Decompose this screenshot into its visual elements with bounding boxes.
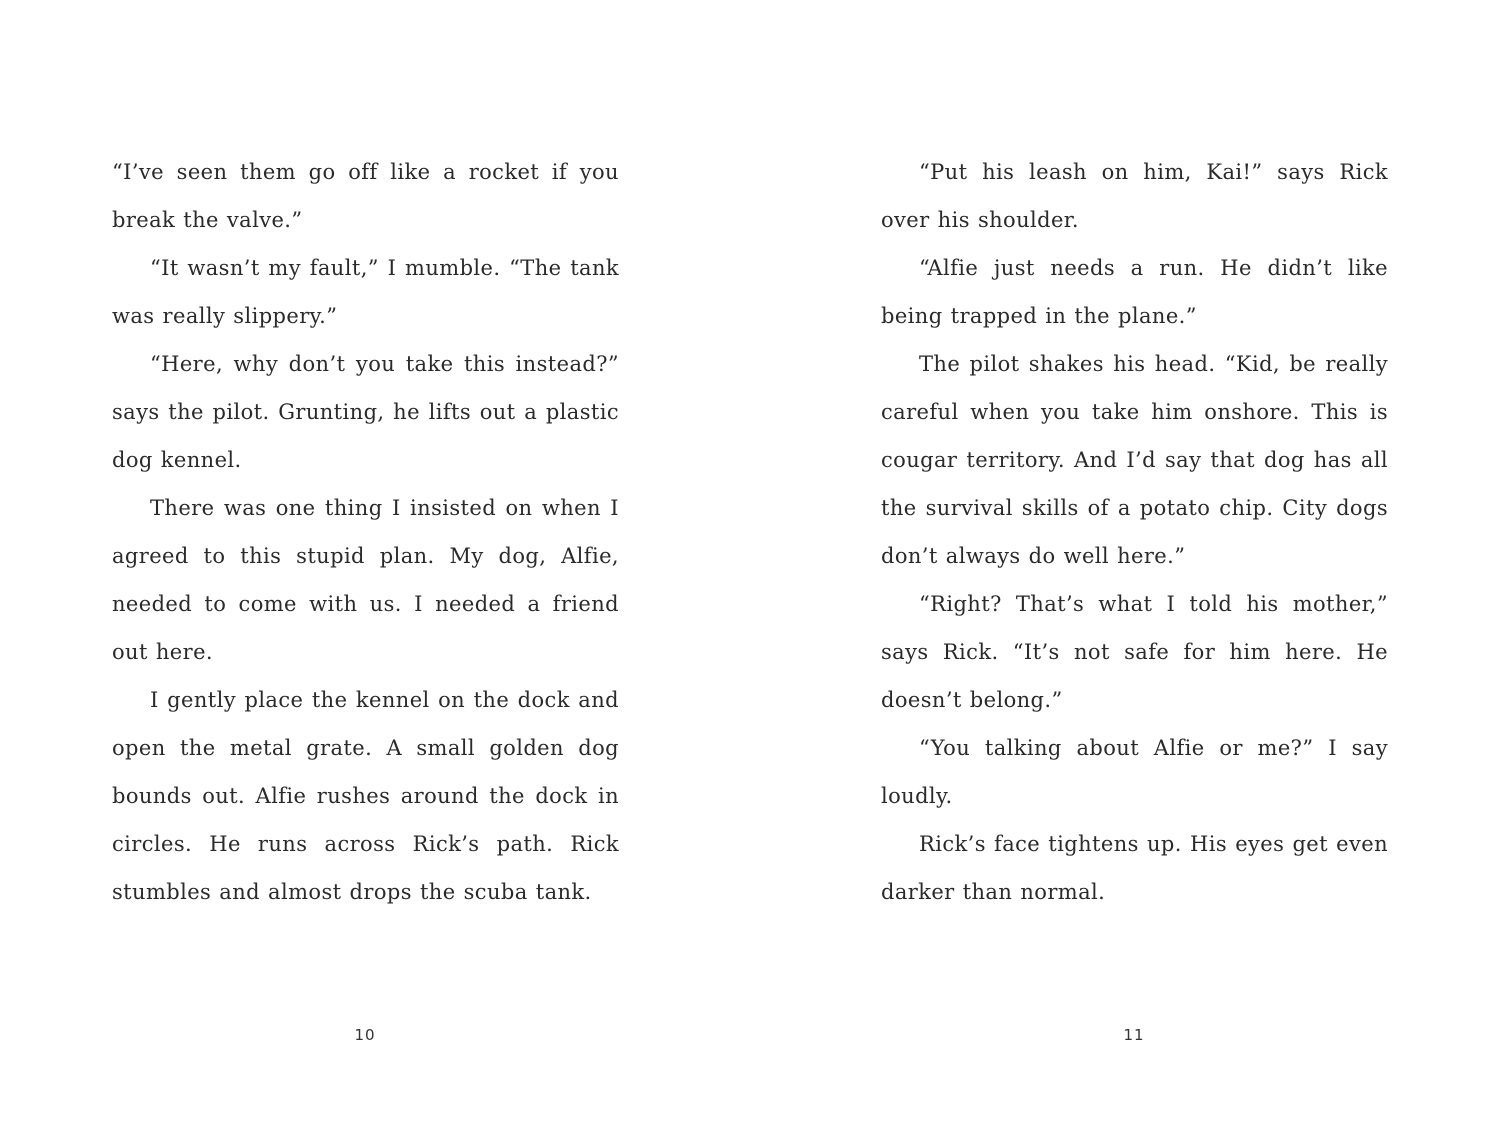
paragraph: “It wasn’t my fault,” I mumble. “The tank was really slippery.” — [112, 256, 619, 328]
left-page-text — [112, 148, 619, 916]
right-page-text — [881, 148, 1388, 916]
paragraph: “Here, why don’t you take this instead?” says the pilot. Grunting, he lifts out a plastic dog kennel. — [112, 352, 619, 472]
paragraph: There was one thing I insisted on when I agreed to this stupid plan. My dog, Alfie, needed to come with us. I needed a friend out here. — [112, 496, 619, 664]
page-number-right: 11 — [1123, 1026, 1145, 1044]
paragraph: “I’ve seen them go off like a rocket if you break the valve.” — [112, 160, 619, 232]
paragraph: Rick’s face tightens up. His eyes get even darker than normal. — [881, 832, 1388, 904]
page-number-left: 10 — [354, 1026, 376, 1044]
paragraph: The pilot shakes his head. “Kid, be really careful when you take him onshore. This is cougar territory. And I’d say that dog has all the survival skills of a potato chip. City dogs don’t always do well here.” — [881, 352, 1388, 568]
paragraph: I gently place the kennel on the dock and open the metal grate. A small golden dog bounds out. Alfie rushes around the dock in circles. He runs across Rick’s path. Rick stumbles and almost drops the scuba tank. — [112, 688, 619, 904]
paragraph: “You talking about Alfie or me?” I say loudly. — [881, 736, 1388, 808]
paragraph: “Alfie just needs a run. He didn’t like being trapped in the plane.” — [881, 256, 1388, 328]
paragraph: “Right? That’s what I told his mother,” says Rick. “It’s not safe for him here. He doesn’t belong.” — [881, 592, 1388, 712]
paragraph: “Put his leash on him, Kai!” says Rick over his shoulder. — [881, 160, 1388, 232]
